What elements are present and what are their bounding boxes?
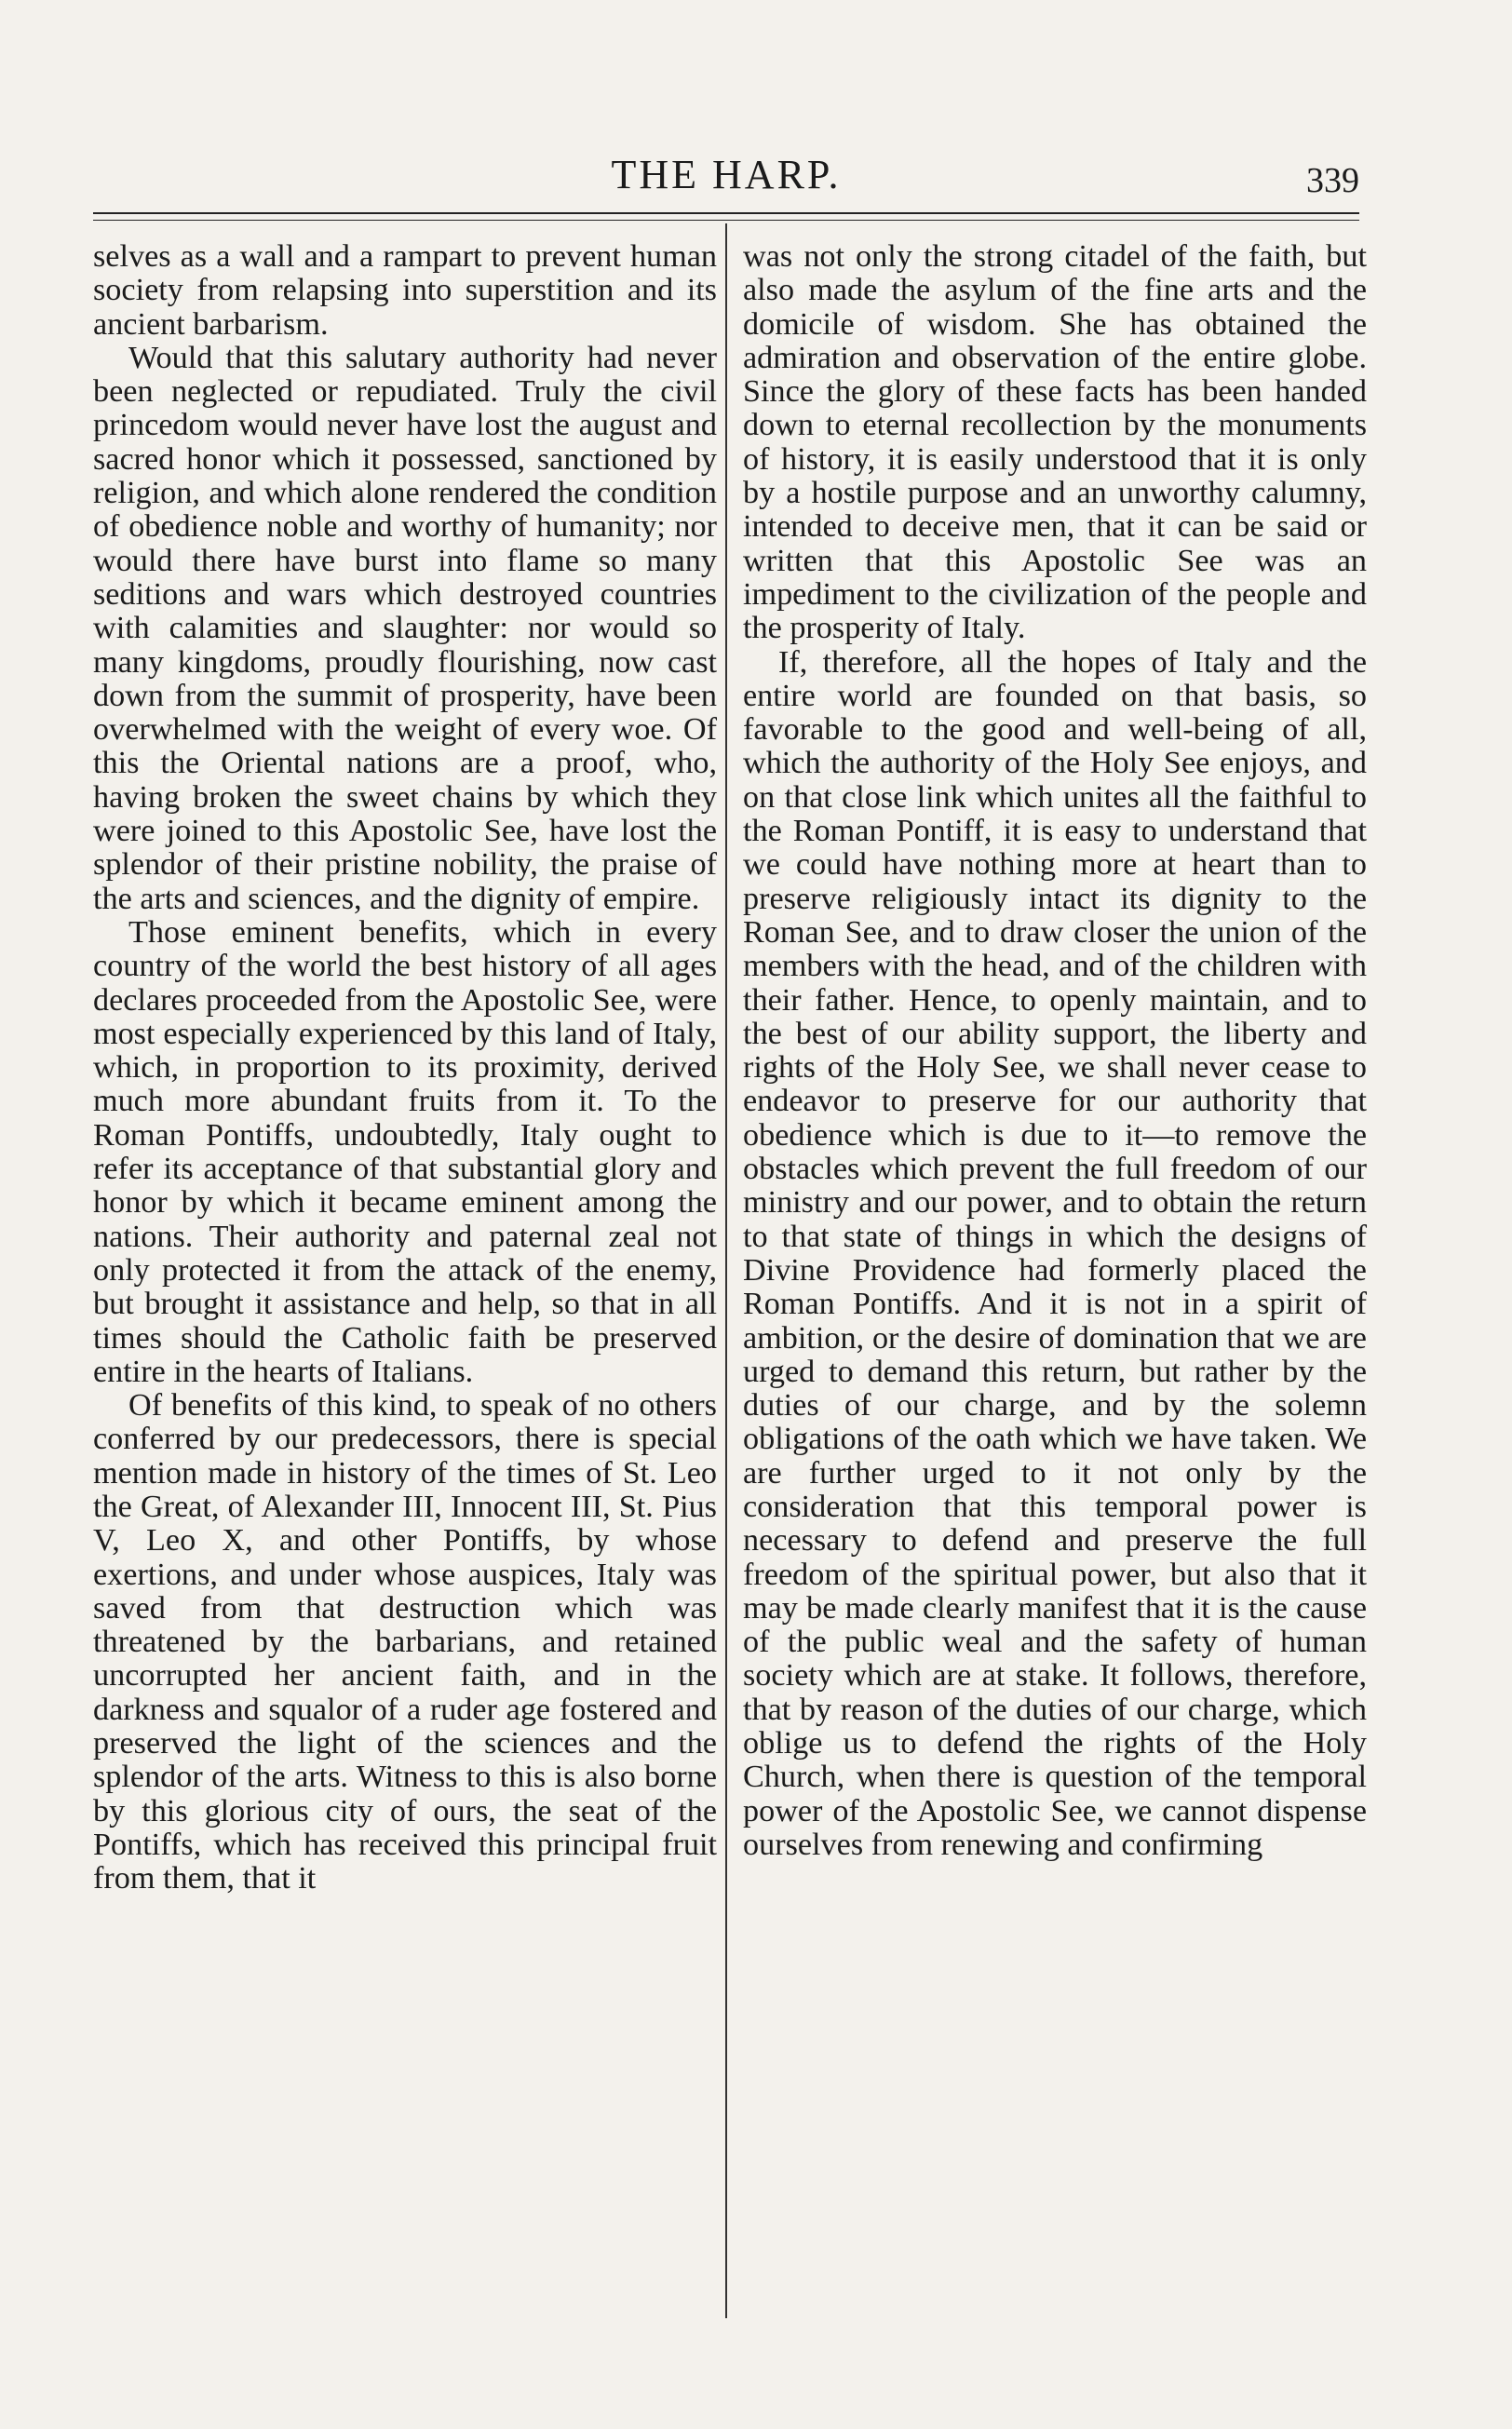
page-number: 339 <box>1306 161 1359 200</box>
paragraph: was not only the strong citadel of the faith, but also made the asylum of the fine arts and the domicile of wisdom. She has obtained the admiration and observation of the entire globe. Since the glory of these facts has been handed down to eternal recollection by the monuments of history, it is easily understood that it is only by a hostile purpose and an unworthy calumny, intended to deceive men, that it can be said or written that this Apostolic See was an impediment to the civilization of the people and the prosperity of Italy. <box>743 239 1367 646</box>
paragraph: Of benefits of this kind, to speak of no others conferred by our predecessors, there is special mention made in history of the times of St. Leo the Great, of Alexander III, Innocent III, St. Pius V, Leo X, and other Pontiffs, by whose exertions, and under whose auspices, Italy was saved from that destruction which was threatened by the barbarians, and retained uncorrupted her ancient faith, and in the darkness and squalor of a ruder age fostered and preserved the light of the sciences and the splendor of the arts. Witness to this is also borne by this glorious city of ours, the seat of the Pontiffs, which has received this principal fruit from them, that it <box>93 1388 717 1896</box>
right-column <box>743 240 1367 1862</box>
paragraph: selves as a wall and a rampart to prevent human society from relapsing into superstition and its ancient barbarism. <box>93 239 717 342</box>
paragraph: If, therefore, all the hopes of Italy and the entire world are founded on that basis, so favorable to the good and well-being of all, which the authority of the Holy See enjoys, and on that close link which unites all the faithful to the Roman Pontiff, it is easy to understand that we could have nothing more at heart than to preserve religiously intact its dignity to the Roman See, and to draw closer the union of the members with the head, and of the children with their father. Hence, to openly maintain, and to the best of our ability support, the liberty and rights of the Holy See, we shall never cease to endeavor to preserve for our authority that obedience which is due to it—to remove the obstacles which prevent the full freedom of our ministry and our power, and to obtain the return to that state of things in which the designs of Divine Providence had formerly placed the Roman Pontiffs. And it is not in a spirit of ambition, or the desire of domination that we are urged to demand this return, but rather by the duties of our charge, and by the solemn obligations of the oath which we have taken. We are further urged to it not only by the consideration that this temporal power is necessary to defend and preserve the full freedom of the spiritual power, but also that it may be made clearly manifest that it is the cause of the public weal and the safety of human society which are at stake. It follows, therefore, that by reason of the duties of our charge, which oblige us to defend the rights of the Holy Church, when there is question of the temporal power of the Apostolic See, we cannot dispense ourselves from renewing and confirming <box>743 644 1367 1862</box>
header-rule-thick <box>93 212 1359 214</box>
left-column <box>93 240 717 1896</box>
column-divider <box>725 223 727 2318</box>
page-header <box>93 149 1359 205</box>
running-title: THE HARP. <box>611 152 842 197</box>
paragraph: Would that this salutary authority had never been neglected or repudiated. Truly the civil princedom would never have lost the august and sacred honor which it possessed, sanctioned by religion, and which alone rendered the condition of obedience noble and worthy of humanity; nor would there have burst into flame so many seditions and wars which destroyed countries with calamities and slaughter: nor would so many kingdoms, proudly flourishing, now cast down from the summit of prosperity, have been overwhelmed with the weight of every woe. Of this the Oriental nations are a proof, who, having broken the sweet chains by which they were joined to this Apostolic See, have lost the splendor of their pristine nobility, the praise of the arts and sciences, and the dignity of empire. <box>93 340 717 916</box>
header-rule-thin <box>93 220 1359 221</box>
paragraph: Those eminent benefits, which in every country of the world the best history of all ages declares proceeded from the Apostolic See, were most especially experienced by this land of Italy, which, in proportion to its proximity, derived much more abundant fruits from it. To the Roman Pontiffs, undoubtedly, Italy ought to refer its acceptance of that substantial glory and honor by which it became eminent among the nations. Their authority and paternal zeal not only protected it from the attack of the enemy, but brought it assistance and help, so that in all times should the Catholic faith be preserved entire in the hearts of Italians. <box>93 914 717 1389</box>
